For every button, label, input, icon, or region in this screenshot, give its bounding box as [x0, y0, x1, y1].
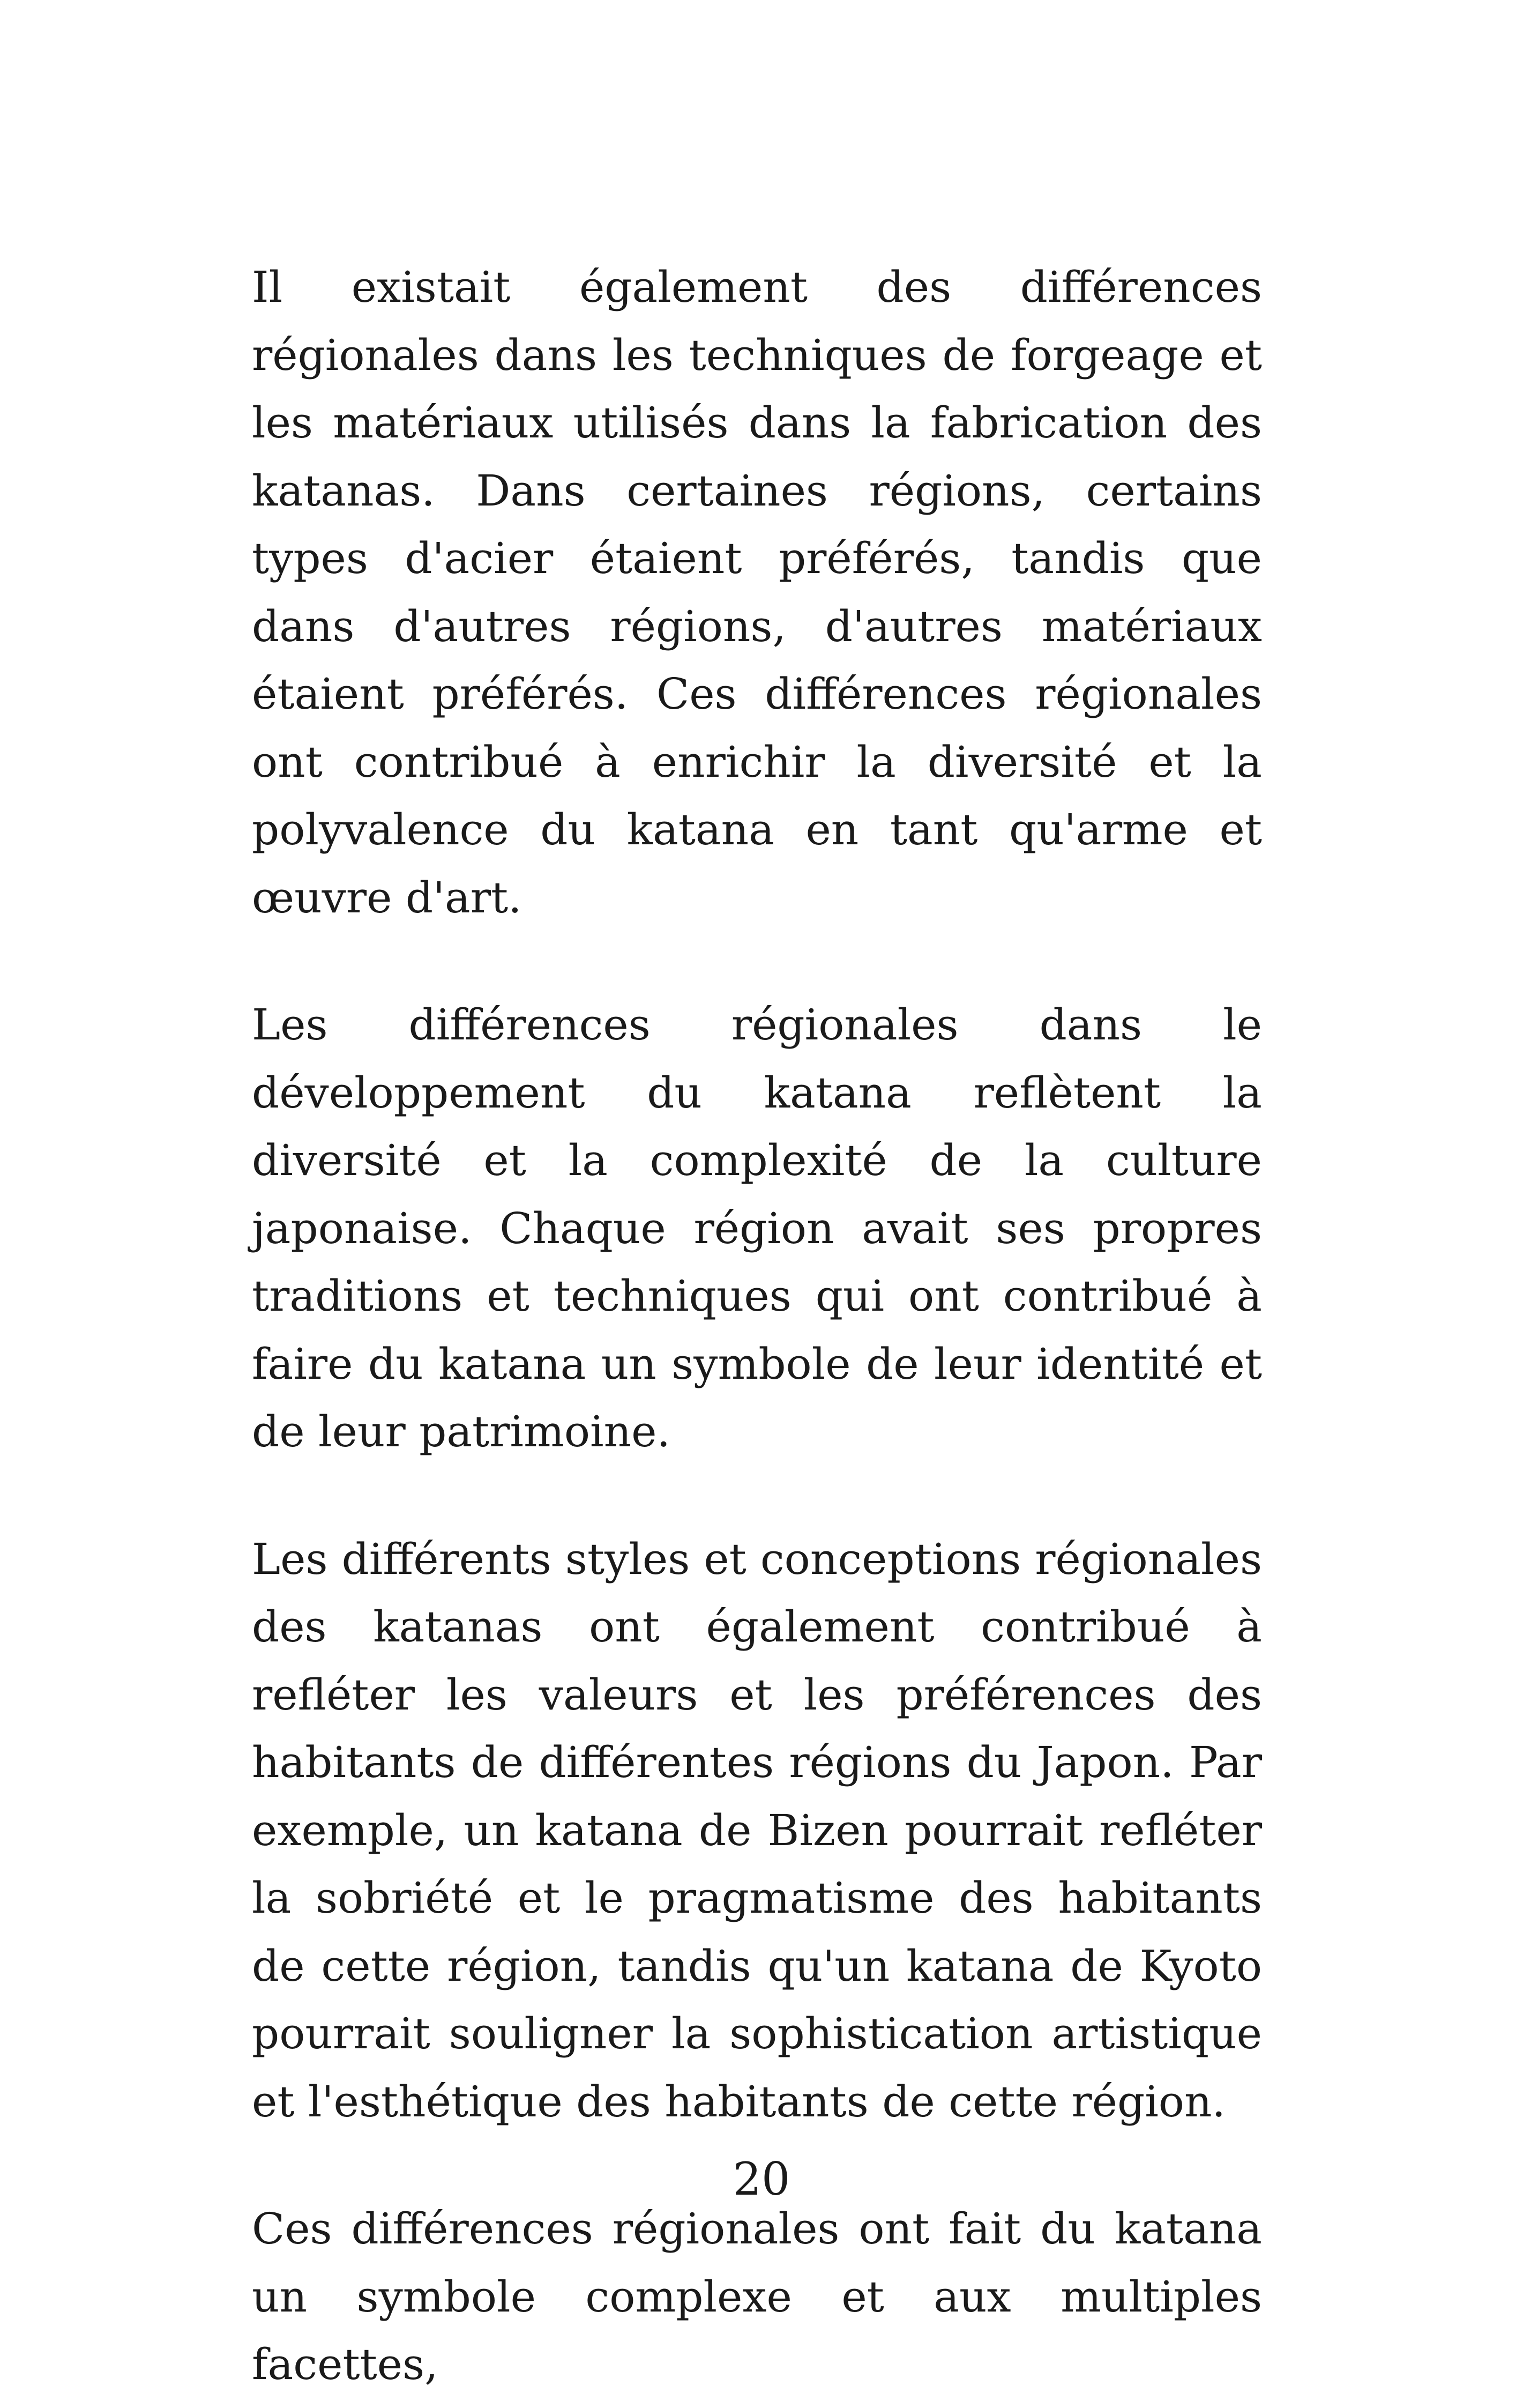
- paragraph: Les différents styles et conceptions régionales des katanas ont également contribué à refléter les valeurs et les préférences des habitants de différentes régions du Japon. Par exemple, un katana de Bizen pourrait refléter la sobriété et le pragmatisme des habitants de cette région, tandis qu'un katana de Kyoto pourrait souligner la sophistication artistique et l'esthétique des habitants de cette région.: [252, 1534, 1262, 2127]
- body-text: [252, 254, 1262, 2399]
- paragraph: Il existait également des différences régionales dans les techniques de forgeage et les matériaux utilisés dans la fabrication des katanas. Dans certaines régions, certains types d'acier étaient préférés, tandis que dans d'autres régions, d'autres matériaux étaient préférés. Ces différences régionales ont contribué à enrichir la diversité et la polyvalence du katana en tant qu'arme et œuvre d'art.: [252, 262, 1262, 923]
- paragraph: Ces différences régionales ont fait du katana un symbole complexe et aux multiples facettes,: [252, 2204, 1262, 2389]
- paragraph: Les différences régionales dans le développement du katana reflètent la diversité et la complexité de la culture japonaise. Chaque région avait ses propres traditions et techniques qui ont contribué à faire du katana un symbole de leur identité et de leur patrimoine.: [252, 1000, 1262, 1456]
- page-number: 20: [733, 2153, 790, 2205]
